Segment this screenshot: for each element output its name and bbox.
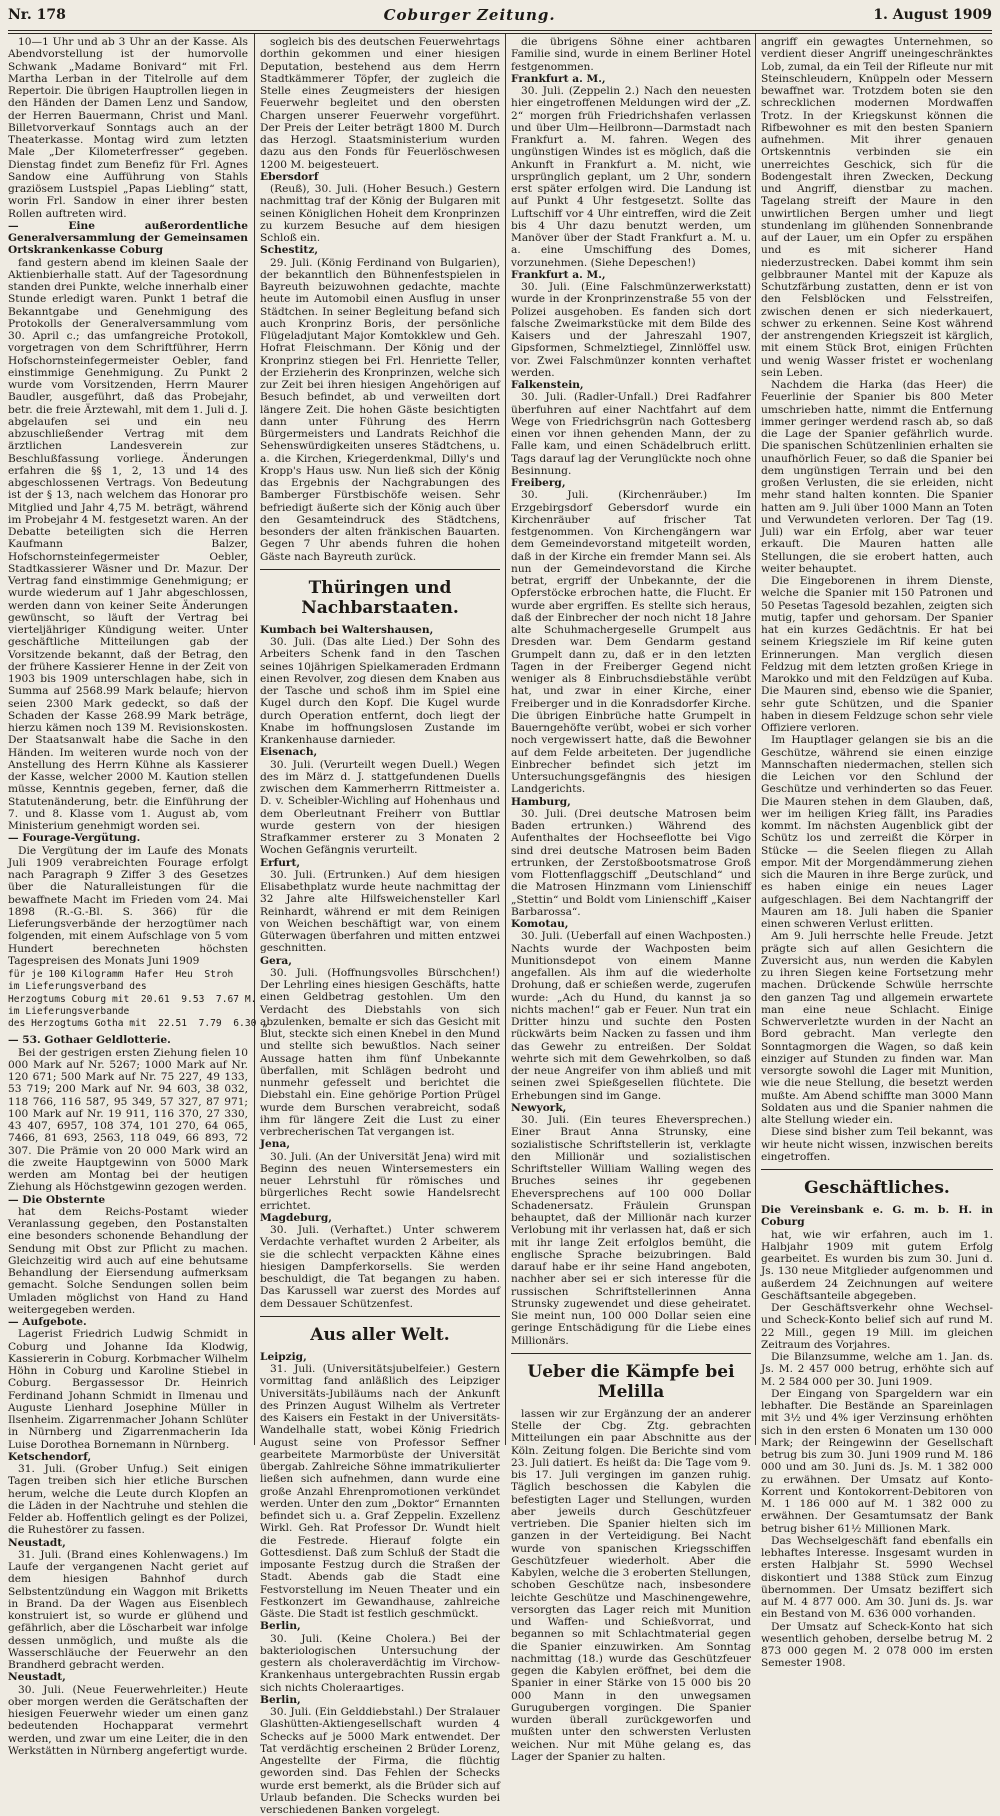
article-heading: — Fourage-Vergütung. — [8, 832, 141, 845]
article-heading: — 53. Gothaer Geldlotterie. — [8, 1034, 171, 1047]
article-text: Das Wechselgeschäft fand ebenfalls ein lebhaftes Interesse. Insgesamt wurden in ersten Halbjahr St. 5990 Wechsel diskontiert und 1388 Stück zum Einzug übernommen. Der Umsatz beziffert sich auf M. 4 877 000. Am 30. Juni ds. Js. war ein Bestand von M. 636 000 vorhanden. — [761, 1534, 993, 1621]
article-text: Der Eingang von Spargeldern war ein lebhafter. Die Bestände an Spareinlagen mit 3½ und 4% iger Verzinsung erhöhten sich in den ersten 6 Monaten um 130 000 Mark; der Reingewinn der Gesellschaft betrug bis zum 30. Juni 1909 rund M. 186 000 und am 30. Juni ds. Js. M. 1 382 000 zu erwähnen. Der Umsatz auf Konto-Korrent und Kontokorrent-Debitoren von M. 1 186 000 auf M. 1 382 000 zu erwähnen. Der Gesamtumsatz der Bank betrug bisher 61½ Millionen Mark. — [761, 1387, 993, 1535]
article-heading: Jena, — [260, 1138, 291, 1151]
article-heading: Leipzig, — [260, 1350, 307, 1363]
article-heading: Falkenstein, — [511, 379, 584, 391]
issue-date: 1. August 1909 — [873, 7, 992, 23]
article-text: 30. Juli. (Hoffnungsvolles Bürschchen!) Der Lehrling eines hiesigen Geschäfts, hatte einen Geldbetrag gestohlen. Um den Verdacht des Diebstahls von sich abzulenken, bemalte er sich das Gesicht mit Blut, steckte sich einen Knebel in den Mund und stellte sich bewußtlos. Nach seiner Aussage hatten ihm fünf Unbekannte überfallen, mit Schlägen bedroht und nunmehr gefesselt und berichtet die Diebstahl ein. Eine gehörige Portion Prügel wurde dem Burschen verabreicht, sodaß ihm für längere Zeit die Lust zu einer verbrecherischen Tat vergangen ist. — [260, 966, 500, 1138]
section-heading: Ueber die Kämpfe bei Melilla — [527, 1361, 735, 1402]
article-heading: — Eine außerordentliche Generalversammlung der Gemeinsamen Ortskrankenkasse Coburg — [8, 219, 248, 257]
article-text: 30. Juli. (Verurteilt wegen Duell.) Wegen des im März d. J. stattgefundenen Duells zwischen dem Kammerherrn Rittmeister a. D. v. Scheibler-Wichling auf Hohenhaus und dem Oberleutnant Freiherr von Buttlar wurde gestern von der hiesigen Strafkammer ersterer zu 3 Monaten 2 Wochen Gefängnis verurteilt. — [260, 758, 500, 857]
column-2 — [260, 36, 500, 1816]
article-text: Lagerist Friedrich Ludwig Schmidt in Coburg und Johanne Ida Klodwig, Kassiererin in Coburg. Korbmacher Wilhelm Höhn in Coburg und Karoline Stiebel in Coburg. Bergassessor Dr. Heinrich Ferdinand Johann Schmidt in Ilmenau und Auguste Lienhard Josephine Müller in Ilsenheim. Zigarrenmacher Johann Schlüter in Nürnberg und Zigarrenmacherin Ida Luise Dorothea Bornemann in Nürnberg. — [8, 1328, 248, 1451]
article-text: 30. Juli. (Drei deutsche Matrosen beim Baden ertrunken.) Während des Aufenthaltes der Hochseeflotte bei Vigo sind drei deutsche Matrosen beim Baden ertrunken, der Zerstoßbootsmatrose Groß vom Flottenflaggschiff „Deutschland“ und die Matrosen Hinzmann vom Linienschiff „Stettin“ und Boldt vom Linienschiff „Kaiser Barbarossa“. — [511, 807, 751, 918]
paper-title: Coburger Zeitung. — [383, 6, 556, 24]
section-rule — [260, 1316, 500, 1317]
article-text: Nachdem die Harka (das Heer) die Feuerlinie der Spanier bis 800 Meter umschrieben hatte, nimmt die Entfernung immer geringer werdend rasch ab, so daß die Lage der Spanier gefährlich wurde. Die spanischen Schützenlinien erhalten sie unaufhörlich Feuer, so daß die Spanier bei dem ungünstigen Terrain und bei den großen Verlusten, die sie erleiden, nicht mehr stand halten konnten. Die Spanier hatten am 9. Juli über 1000 Mann an Toten und Verwundeten verloren. Der Tag (19. Juli) war ein Erfolg, aber war teuer erkauft. Die Mauren hatten alle Stellungen, die sie erobert hatten, auch weiter behauptet. — [761, 379, 993, 575]
article-text: 30. Juli. (Ertrunken.) Auf dem hiesigen Elisabethplatz wurde heute nachmittag der 32 Jahre alte Hilfsweichensteller Karl Reinhardt, während er mit dem Reinigen von Weichen beschäftigt war, von einem Güterwagen überfahren und mitten entzwei geschnitten. — [260, 868, 500, 955]
article-heading: Berlin, — [260, 1620, 301, 1633]
article-text: Die Eingeborenen in ihrem Dienste, welche die Spanier mit 150 Patronen und 50 Pesetas Tagesold bezahlen, zeigten sich mutig, tapfer und gehorsam. Der Spanier hat ein kurzes Gedächtnis. Er hat bei seinem Kriegsziele im Rif keine guten Erinnerungen. Man verglich diesen Feldzug mit dem letzten großen Kriege in Marokko und mit den Feldzügen auf Kuba. Die Mauren sind, ebenso wie die Spanier, sehr gute Schützen, und die Spanier haben in diesem Feldzuge schon sehr viele Offiziere verloren. — [761, 575, 993, 734]
article-heading: Schestitz, — [260, 244, 319, 257]
header-rule-2 — [8, 33, 992, 34]
article-heading: — Aufgebote. — [8, 1316, 87, 1328]
article-text: 30. Juli. (Eine Falschmünzerwerkstatt) wurde in der Kronprinzenstraße 55 von der Polizei ausgehoben. Es fanden sich dort falsche Zweimarkstücke mit dem Bilde des Kaisers und der Jahreszahl 1907, Gipsformen, Schmelztiegel, Zinnlöffel usw. vor. Zwei Falschmünzer konnten verhaftet werden. — [511, 281, 751, 379]
article-heading: Kumbach bei Waltershausen, — [260, 623, 434, 636]
article-text: 29. Juli. (König Ferdinand von Bulgarien), der bekanntlich den Bühnenfestspielen in Bayreuth beizuwohnen gedachte, machte heute im Automobil einen Ausflug in unser Städtchen. In seiner Begleitung befand sich auch Kronprinz Boris, der persönliche Flügeladjutant Major Komtokklew und Geh. Hofrat Fleischmann. Der König und der Kronprinz stiegen bei Frl. Henriette Teller, der Erzieherin des Kronprinzen, welche sich zur Zeit bei ihren hiesigen Angehörigen auf Besuch befindet, ab und verweilten dort längere Zeit. Die hohen Gäste besichtigten dann unter Führung des Herrn Bürgermeisters und Landrats Reichhof die Sehenswürdigkeiten unseres Städtchens, u. a. die Kirchen, Kriegerdenkmal, Dilly's und Kropp's Haus usw. Nun ließ sich der König das Ergebnis der Nachgrabungen des Bamberger Fürstbischöfe weisen. Sehr befriedigt äußerte sich der König auch über den Gesamteindruck des Städtchens, besonders der alten fränkischen Bauarten. Gegen 7 Uhr abends fuhren die hohen Gäste nach Bayreuth zurück. — [260, 256, 500, 563]
column-divider — [505, 34, 506, 1445]
article-heading: Hamburg, — [511, 795, 571, 808]
article-text: Bei der gestrigen ersten Ziehung fielen 10 000 Mark auf Nr. 5267; 1000 Mark auf Nr. 120 671; 500 Mark auf Nr. 75 227, 49 133, 53 719; 200 Mark auf Nr. 94 603, 38 032, 118 766, 116 587, 95 349, 57 327, 87 971; 100 Mark auf Nr. 19 911, 116 370, 27 330, 43 407, 6957, 108 374, 101 270, 64 065, 7466, 81 693, 2563, 118 049, 66 893, 72 307. Die Prämie von 20 000 Mark wird an die zweite Hauptgewinn von 5000 Mark werden am Montag bei der heutigen Ziehung als Höchstgewinn gezogen werden. — [8, 1046, 248, 1194]
section-heading: Aus aller Welt. — [310, 1324, 450, 1345]
section-rule — [761, 1169, 993, 1170]
section-rule — [260, 569, 500, 570]
article-heading: — Die Obsternte — [8, 1193, 106, 1206]
article-heading: Gera, — [260, 954, 292, 967]
fourage-price-table: für je 100 Kilogramm Hafer Heu Stroh im Lieferungsverband des Herzogtums Coburg mit 20.61 9.53 7.67 M. im Lieferungsverbande des Herzogtums Gotha mit 22.51 7.79 6.30 „ — [8, 969, 268, 1029]
article-text: Die Bilanzsumme, welche am 1. Jan. ds. Js. M. 2 457 000 betrug, erhöhte sich auf M. 2 584 000 per 30. Juni 1909. — [761, 1351, 993, 1388]
column-4 — [761, 36, 993, 1670]
article-text: Die Vergütung der im Laufe des Monats Juli 1909 verabreichten Fourage erfolgt nach Paragraph 9 Ziffer 3 des Gesetzes über die Naturalleistungen für die bewaffnete Macht im Frieden vom 24. Mai 1898 (R.-G.-Bl. S. 366) für die Lieferungsverbände der herzogtümer nach folgenden, mit einem Aufschlage von 5 vom Hundert berechneten höchsten Tagespreisen des Monats Juni 1909 — [8, 844, 248, 967]
article-heading: Ebersdorf — [260, 170, 319, 183]
column-3 — [511, 36, 751, 1763]
article-text: Im Hauptlager gelangen sie bis an die Geschütze, während sie einen einzige Mannschaften niedermachen, stellen sich die Leichen vor den Schlund der Geschütze und verhinderten so das Feuer. Die Mauren stehen in dem Glauben, daß, wer im heiligen Krieg fällt, ins Paradies kommt. Im nächsten Augenblick gibt der Schütz los und zerreißt die Körper in Stücke — die Seelen fliegen zu Allah empor. Mit der Morgendämmerung ziehen sich die Mauren in ihre Berge zurück, und es haben einige ein neues Lager aufgeschlagen. Bei dem Nachtangriff der Mauren am 18. Juli haben die Spanier einen schweren Verlust erlitten. — [761, 734, 993, 930]
article-text: sogleich bis des deutschen Feuerwehrtags dorthin gekommen und einer hiesigen Deputation, bestehend aus dem Herrn Stadtkämmerer Töpfer, der zugleich die Stelle eines Zeugmeisters der hiesigen Feuerwehr begleitet und den obersten Chargen unserer Feuerwehr vorgeführt. Der Preis der Leiter beträgt 1800 M. Durch das Herzogl. Staatsministerium wurden dazu aus den Fonds für Feuerlöschwesen 1200 M. beigesteuert. — [260, 36, 500, 171]
article-heading: Ketschendorf, — [8, 1450, 92, 1463]
article-text: 30. Juli. (Zeppelin 2.) Nach den neuesten hier eingetroffenen Meldungen wird der „Z. 2“ morgen früh Friedrichshafen verlassen und über Ulm—Heilbronn—Darmstadt nach Frankfurt a. M. fahren. Wegen des ungünstigen Windes ist es möglich, daß die Ankunft in Frankfurt a. M. nicht, wie ursprünglich geplant, um 2 Uhr, sondern erst später erfolgen wird. Die Landung ist auf Punkt 4 Uhr festgesetzt. Sollte das Luftschiff vor 4 Uhr eintreffen, wird die Zeit bis 4 Uhr dazu benutzt werden, um Manöver über der Stadt Frankfurt a. M. u. a. eine Umschiffung des Domes, vorzunehmen. (Siehe Depeschen!) — [511, 85, 751, 269]
article-text: 31. Juli. (Brand eines Kohlenwagens.) Im Laufe der vergangenen Nacht geriet auf dem hiesigen Bahnhof durch Selbstentzündung ein Waggon mit Briketts in Brand. Da der Wagen aus Eisenblech konstruiert ist, so wurde er glühend und gefährlich, aber die Löscharbeit war infolge dessen unmöglich, und mußte als die Wasserschläuche der Feuerwehr an den Brandherd gebracht werden. — [8, 1548, 248, 1671]
article-text: Der Umsatz auf Scheck-Konto hat sich wesentlich gehoben, derselbe betrug M. 2 873 000 gegen M. 2 078 000 im ersten Semester 1908. — [761, 1620, 993, 1670]
article-text: 10—1 Uhr und ab 3 Uhr an der Kasse. Als Abendvorstellung ist der humorvolle Schwank „Madame Bonivard“ mit Frl. Martha Lerban in der Titelrolle auf dem Repertoir. Die übrigen Hauptrollen liegen in den Händen der Damen Lenz und Sandow, der Herren Bauermann, Christ und Manl. Billetvorverkauf Sonntags auch an der Theaterkasse. Montag wird zum letzten Male „Der Kilometerfresser“ gegeben. Dienstag findet zum Benefiz für Frl. Agnes Sandow eine Aufführung von Stahls graziösem Lustspiel „Papas Liebling“ statt, worin Frl. Sandow in einer ihrer besten Rollen auftreten wird. — [8, 36, 248, 220]
article-text: hat, wie wir erfahren, auch im 1. Halbjahr 1909 mit gutem Erfolg gearbeitet. Es wurden bis zum 30. Juni d. Js. 130 neue Mitglieder aufgenommen und außerdem 24 Zeichnungen auf weitere Geschäftsanteile abgegeben. — [761, 1228, 993, 1302]
article-text: 31. Juli. (Grober Unfug.) Seit einigen Tagen treiben sich hier etliche Burschen herum, welche die Leute durch Klopfen an die Läden in der Nachtruhe und stehlen die Felder ab. Hoffentlich gelingt es der Polizei, die Ruhestörer zu fassen. — [8, 1463, 248, 1537]
article-text: fand gestern abend im kleinen Saale der Aktienbierhalle statt. Auf der Tagesordnung standen drei Punkte, welche innerhalb einer Stunde erledigt waren. Punkt 1 betraf die Bekanntgabe und Genehmigung des Protokolls der Generalversammlung vom 30. April c.; das umfangreiche Protokoll, vorgetragen von dem Schriftführer, Herrn Hofschornsteinfegermeister Oebler, fand einstimmige Genehmigung. Zu Punkt 2 wurde vom Vorsitzenden, Herrn Maurer Baudler, ausgeführt, daß das Probejahr, betr. die freie Ärztewahl, mit dem 1. Juli d. J. abgelaufen sei und ein neu abzuschließender Vertrag mit dem ärztlichen Landesverein zur Beschlußfassung vorliege. Änderungen erfahren die §§ 1, 2, 13 und 14 des abgeschlossenen Vertrags. Von Bedeutung ist der § 13, nach welchem das Honorar pro Mitglied und Jahr 4,75 M. beträgt, während im Probejahr 4 M. festgesetzt waren. An der Debatte beteiligten sich die Herren Kaufmann Balzer, Hofschornsteinfegermeister Oebler, Stadtkassierer Wäsner und Dr. Mazur. Der Vertrag fand einstimmige Genehmigung; er wurde wiederum auf 1 Jahr abgeschlossen, werden dann von keiner Seite Änderungen gewünscht, so läuft der Vertrag bei vierteljähriger Kündigung weiter. Unter geschäftliche Mitteilungen gab der Vorsitzende bekannt, daß der Betrag, den der frühere Kassierer Henne in der Zeit von 1903 bis 1909 unterschlagen habe, sich in Summa auf 2568.99 Mark belaufe; hiervon seien 2300 Mark gedeckt, so daß der Schaden der Kasse 268.99 Mark beträge, hierzu kämen noch 139 M. Revisionskosten. Der Staatsanwalt habe die Sache in den Händen. Im weiteren wurde noch von der Anstellung des Herrn Kühne als Kassierer der Kasse, welcher 2000 M. Kaution stellen müsse, Kenntnis gegeben, ferner, daß die Statutenänderung, betr. die Einführung der 7. und 8. Klasse vom 1. August ab, vom Ministerium genehmigt worden sei. — [8, 256, 248, 832]
article-text: 30. Juli. (Das alte Lied.) Der Sohn des Arbeiters Schenk fand in den Taschen seines 10jährigen Spielkameraden Erdmann einen Revolver, zog diesen dem Knaben aus der Tasche und schoß ihm im Spiel eine Kugel durch den Kopf. Die Kugel wurde durch Operation entfernt, doch liegt der Knabe im hoffnungslosen Zustande im Krankenhause darnieder. — [260, 636, 500, 746]
header-rule — [8, 30, 992, 31]
section-heading: Thüringen und Nachbarstaaten. — [301, 577, 459, 618]
masthead — [8, 2, 992, 28]
article-heading: Neustadt, — [8, 1671, 66, 1684]
article-heading: Frankfurt a. M., — [511, 268, 606, 281]
article-text: lassen wir zur Ergänzung der an anderer Stelle der Cbg. Ztg. gebrachten Mitteilungen ein paar Abschnitte aus der Köln. Zeitung folgen. Die Berichte sind vom 23. Juli datiert. Es heißt da: Die Tage vom 9. bis 17. Juli vergingen im ganzen ruhig. Täglich beschossen die Kabylen die befestigten Lager und Stellungen, wurden aber jeweils durch Geschützfeuer vertrieben. Die Spanier hielten sich im ganzen in der Verteidigung. Bei Nacht wurde von spanischen Kriegsschiffen Geschützfeuer wiederholt. Aber die Kabylen, welche die 3 eroberten Stellungen, schoben Geschütze nach, insbesondere leichte Geschütze und Maschinengewehre, versorgten das Lager reich mit Munition und Waffen- und Schießvorrat, und begannen so mit Schlachtmaterial gegen die Spanier einzuwirken. Am Sonntag nachmittag (18.) wurde das Geschützfeuer gegen die Kabylen eröffnet, bei dem die Spanier in einer Stärke von 15 000 bis 20 000 Mann in den unwegsamen Gurugubergen vorgingen. Die Spanier wurden überall zurückgeworfen und mußten unter den schwersten Verlusten weichen. Nur mit Mühe gelang es, das Lager der Spanier zu halten. — [511, 1407, 751, 1763]
issue-number: Nr. 178 — [8, 7, 66, 23]
article-heading: Erfurt, — [260, 856, 301, 869]
article-text: Diese sind bisher zum Teil bekannt, was wir heute nicht wissen, inzwischen bereits eingetroffen. — [761, 1126, 993, 1163]
article-heading: Frankfurt a. M., — [511, 72, 606, 85]
article-text: 31. Juli. (Universitätsjubelfeier.) Gestern vormittag fand anläßlich des Leipziger Universitäts-Jubiläums nach der Ankunft des Prinzen August Wilhelm als Vertreter des Kaisers ein Festakt in der Universitäts-Wandelhalle statt, wobei König Friedrich August seine von Professor Seffner gearbeitete Marmorbüste der Universität übergab. Zahlreiche Söhne immatrikulierter ließen sich aufnehmen, dann wurde eine große Anzahl Ehrenpromotionen verkündet werden. Unter den zum „Doktor“ Ernannten befindet sich u. a. Graf Zeppelin. Exzellenz Wirkl. Geh. Rat Professor Dr. Wundt hielt die Festrede. Hierauf folgte ein Gottesdienst. Daß zum Schluß der Stadt die imposante Festzug durch die Straßen der Stadt. Abends gab die Stadt eine Festvorstellung im Neuen Theater und ein Festkonzert im Gewandhause, zahlreiche Gäste. Die Stadt ist festlich geschmückt. — [260, 1363, 500, 1620]
article-text: Am 9. Juli herrschte helle Freude. Jetzt prägte sich auf allen Gesichtern die Zuversicht aus, nun werden die Kabylen zu ihren Siegen keine Fortsetzung mehr machen. Drückende Schwüle herrschte den ganzen Tag und allgemein erwartete man eine neue Schlacht. Einige Schwerverletzte wurden in der Nacht an Bord gebracht. Man verlegte den Sonntagmorgen die Wagen, so daß kein einziger auf Stunden zu finden war. Man versorgte sowohl die Lager mit Munition, wie die neue Stellung, die besetzt werden mußte. Am Abend schiffte man 3000 Mann Soldaten aus und die Spanier nahmen die alte Stellung wieder ein. — [761, 930, 993, 1126]
article-text: 30. Juli. (An der Universität Jena) wird mit Beginn des neuen Wintersemesters ein neuer Lehrstuhl für römisches und bürgerliches Recht sowie Handelsrecht errichtet. — [260, 1150, 500, 1212]
section-heading: Geschäftliches. — [804, 1178, 950, 1198]
article-text: 30. Juli. (Ein Gelddiebstahl.) Der Stralauer Glashütten-Aktiengesellschaft wurden 4 Schecks auf je 5000 Mark entwendet. Der Tat verdächtig erscheinen 2 Brüder Lorenz, Angestellte der Firma, die flüchtig geworden sind. Das Fehlen der Schecks wurde erst bemerkt, als die Brüder sich auf Urlaub befanden. Die Schecks wurden bei verschiedenen Banken vorgelegt. — [260, 1706, 500, 1816]
article-text: 30. Juli. (Radler-Unfall.) Drei Radfahrer überfuhren auf einer Nachtfahrt auf dem Wege von Friedrichsgrün nach Gottesberg einen vor ihnen gehenden Mann, der zu Falle kam, und einen Schädelbruch erlitt. Tags darauf lag der Verunglückte noch ohne Besinnung. — [511, 391, 751, 477]
column-1 — [8, 36, 268, 1757]
article-text: (Reuß), 30. Juli. (Hoher Besuch.) Gestern nachmittag traf der König der Bulgaren mit seinen Königlichen Hoheit dem Kronprinzen zu kurzem Besuche auf dem hiesigen Schloß ein. — [260, 183, 500, 244]
article-text: 30. Juli. (Neue Feuerwehrleiter.) Heute ober morgen werden die Gerätschaften der hiesigen Feuerwehr wieder um einen ganz bedeutenden Hochapparat vermehrt werden, und zwar um eine Leiter, die in den Werkstätten in Nürnberg angefertigt wurde. — [8, 1683, 248, 1757]
article-text: 30. Juli. (Ein teures Eheversprechen.) Einer Braut Anna Strunsky, eine sozialistische Schriftstellerin ist, verklagte den Millionär und sozialistischen Schriftsteller William Walling wegen des Bruches seines ihr gegebenen Eheversprechens auf 100 000 Dollar Schadenersatz. Fräulein Grunspan behauptet, daß der Millionär nach kurzer Verlobung mit ihr verlassen hat, daß er sich mit ihr lange Zeit erfolglos bemüht, die englische Sprache beizubringen. Bald darauf habe er ihr seine Hand angeboten, nachher aber sei er sich interesse für die russischen Schriftstellerinnen Anna Strunsky zugewendet und diese geheiratet. Sie meint nun, 100 000 Dollar seien eine geringe Entschädigung für die Liebe eines Millionärs. — [511, 1114, 751, 1347]
column-divider — [755, 34, 756, 1445]
article-heading: Freiberg, — [511, 477, 566, 489]
article-text: 30. Juli. (Keine Cholera.) Bei der bakteriologischen Untersuchung der gestern als choleraverdächtig im Virchow-Krankenhaus untergebrachten Russin ergab sich nichts Choleraartiges. — [260, 1632, 500, 1694]
article-text: 30. Juli. (Ueberfall auf einen Wachposten.) Nachts wurde der Wachposten beim Munitionsdepot von einem Manne angefallen. Als ihm auf die wiederholte Drohung, daß er schießen werde, zugerufen wurde: „Ach du Hund, du kannst ja so nichts machen!“ gab er Feuer. Nun trat ein Dritter hinzu und suchte den Posten rückwärts beim Nacken zu fassen und ihm das Gewehr zu entreißen. Der Soldat wehrte sich mit dem Gewehrkolben, so daß der neue Angreifer von ihm abließ und mit seinen zwei Spießgesellen flüchtete. Die Erhebungen sind im Gange. — [511, 930, 751, 1102]
article-text: hat dem Reichs-Postamt wieder Veranlassung gegeben, den Postanstalten eine besonders schonende Behandlung der Sendung mit Obst zur Pflicht zu machen. Gleichzeitig wird auch auf eine behutsame Behandlung der Eiersendung aufmerksam gemacht. Solche Sendungen sollen beim Umladen möglichst von Hand zu Hand weitergegeben werden. — [8, 1205, 248, 1316]
column-divider — [254, 34, 255, 1445]
article-heading: Eisenach, — [260, 746, 318, 759]
article-text: 30. Juli. (Verhaftet.) Unter schwerem Verdachte verhaftet wurden 2 Arbeiter, als sie die schlecht verpackten Kähne eines hiesigen Dampferkorsells. Sie werden beschuldigt, die Tat begangen zu haben. Das Karussell war zuerst des Mordes auf dem Dessauer Schützenfest. — [260, 1224, 500, 1310]
article-text: die übrigens Söhne einer achtbaren Familie sind, wurde in einem Berliner Hotel festgenommen. — [511, 36, 751, 73]
article-text: Der Geschäftsverkehr ohne Wechsel- und Scheck-Konto belief sich auf rund M. 22 Mill., gegen 19 Mill. im gleichen Zeitraum des Vorjahres. — [761, 1302, 993, 1351]
article-heading: Magdeburg, — [260, 1211, 332, 1224]
article-text: angriff ein gewagtes Unternehmen, so verdient dieser Angriff uneingeschränktes Lob, zumal, da ein Teil der Rifleute nur mit Steinschleudern, Knüppeln oder Messern bewaffnet war. Trotzdem boten sie den schrecklichen modernen Mordwaffen Trotz. In der Kriegskunst können die Rifbewohner es mit den besten Spaniern aufnehmen. Mit ihrer genauen Ortskenntnis verbinden sie ein unerreichtes Geschick, sich für die Bodengestalt ihren Zwecken, Deckung und Angriff, dienstbar zu machen. Tagelang streift der Maure in den unwirtlichen Bergen umher und liegt stundenlang im glühenden Sonnenbrande auf der Lauer, um ein Opfer zu erspähen und es mit sicherer Hand niederzustrecken. Dabei kommt ihm sein gelbbrauner Mantel mit der Kapuze als Schutzfärbung zustatten, denn er ist von den Felsblöcken und Felsstreifen, zwischen denen er sich niederkauert, schwer zu erkennen. Seine Kost während der anstrengenden Kriegszeit ist kärglich, mit einem Stück Brot, einigen Früchten und wenig Wasser fristet er wochenlang sein Leben. — [761, 36, 993, 379]
article-heading: Newyork, — [511, 1101, 567, 1114]
article-heading: Die Vereinsbank e. G. m. b. H. in Coburg — [761, 1204, 993, 1229]
section-rule — [511, 1353, 751, 1354]
article-heading: Komotau, — [511, 918, 569, 930]
article-text: 30. Juli. (Kirchenräuber.) Im Erzgebirgsdorf Gebersdorf wurde ein Kirchenräuber auf frischer Tat festgenommen. Von Kirchengängern war dem Gemeindevorstand mitgeteilt worden, daß in der Kirche ein fremder Mann sei. Als nun der Gemeindevorstand die Kirche betrat, ergriff der Unbekannte, der die Opferstöcke erbrochen hatte, die Flucht. Er wurde aber ergriffen. Es stellte sich heraus, daß der Einbrecher der noch nicht 18 Jahre alte Schuhmachergeselle Grumpelt aus Dresden war. Dem Gendarm gestand Grumpelt dann zu, daß er in den letzten Tagen in der Freiberger Gegend nicht weniger als 8 Einbruchsdiebstähle verübt hat, und zwar in einer Kirche, einer Freiberger und in die Konradsdorfer Kirche. Die übrigen Einbrüche hatte Grumpelt in Bauerngehöfte verübt, wobei er sich vorher noch vergewissert hatte, daß die Bewohner auf dem Felde arbeiteten. Der jugendliche Einbrecher befindet sich jetzt im Untersuchungsgefängnis des hiesigen Landgerichts. — [511, 489, 751, 796]
article-heading: Neustadt, — [8, 1536, 66, 1549]
article-heading: Berlin, — [260, 1693, 301, 1706]
